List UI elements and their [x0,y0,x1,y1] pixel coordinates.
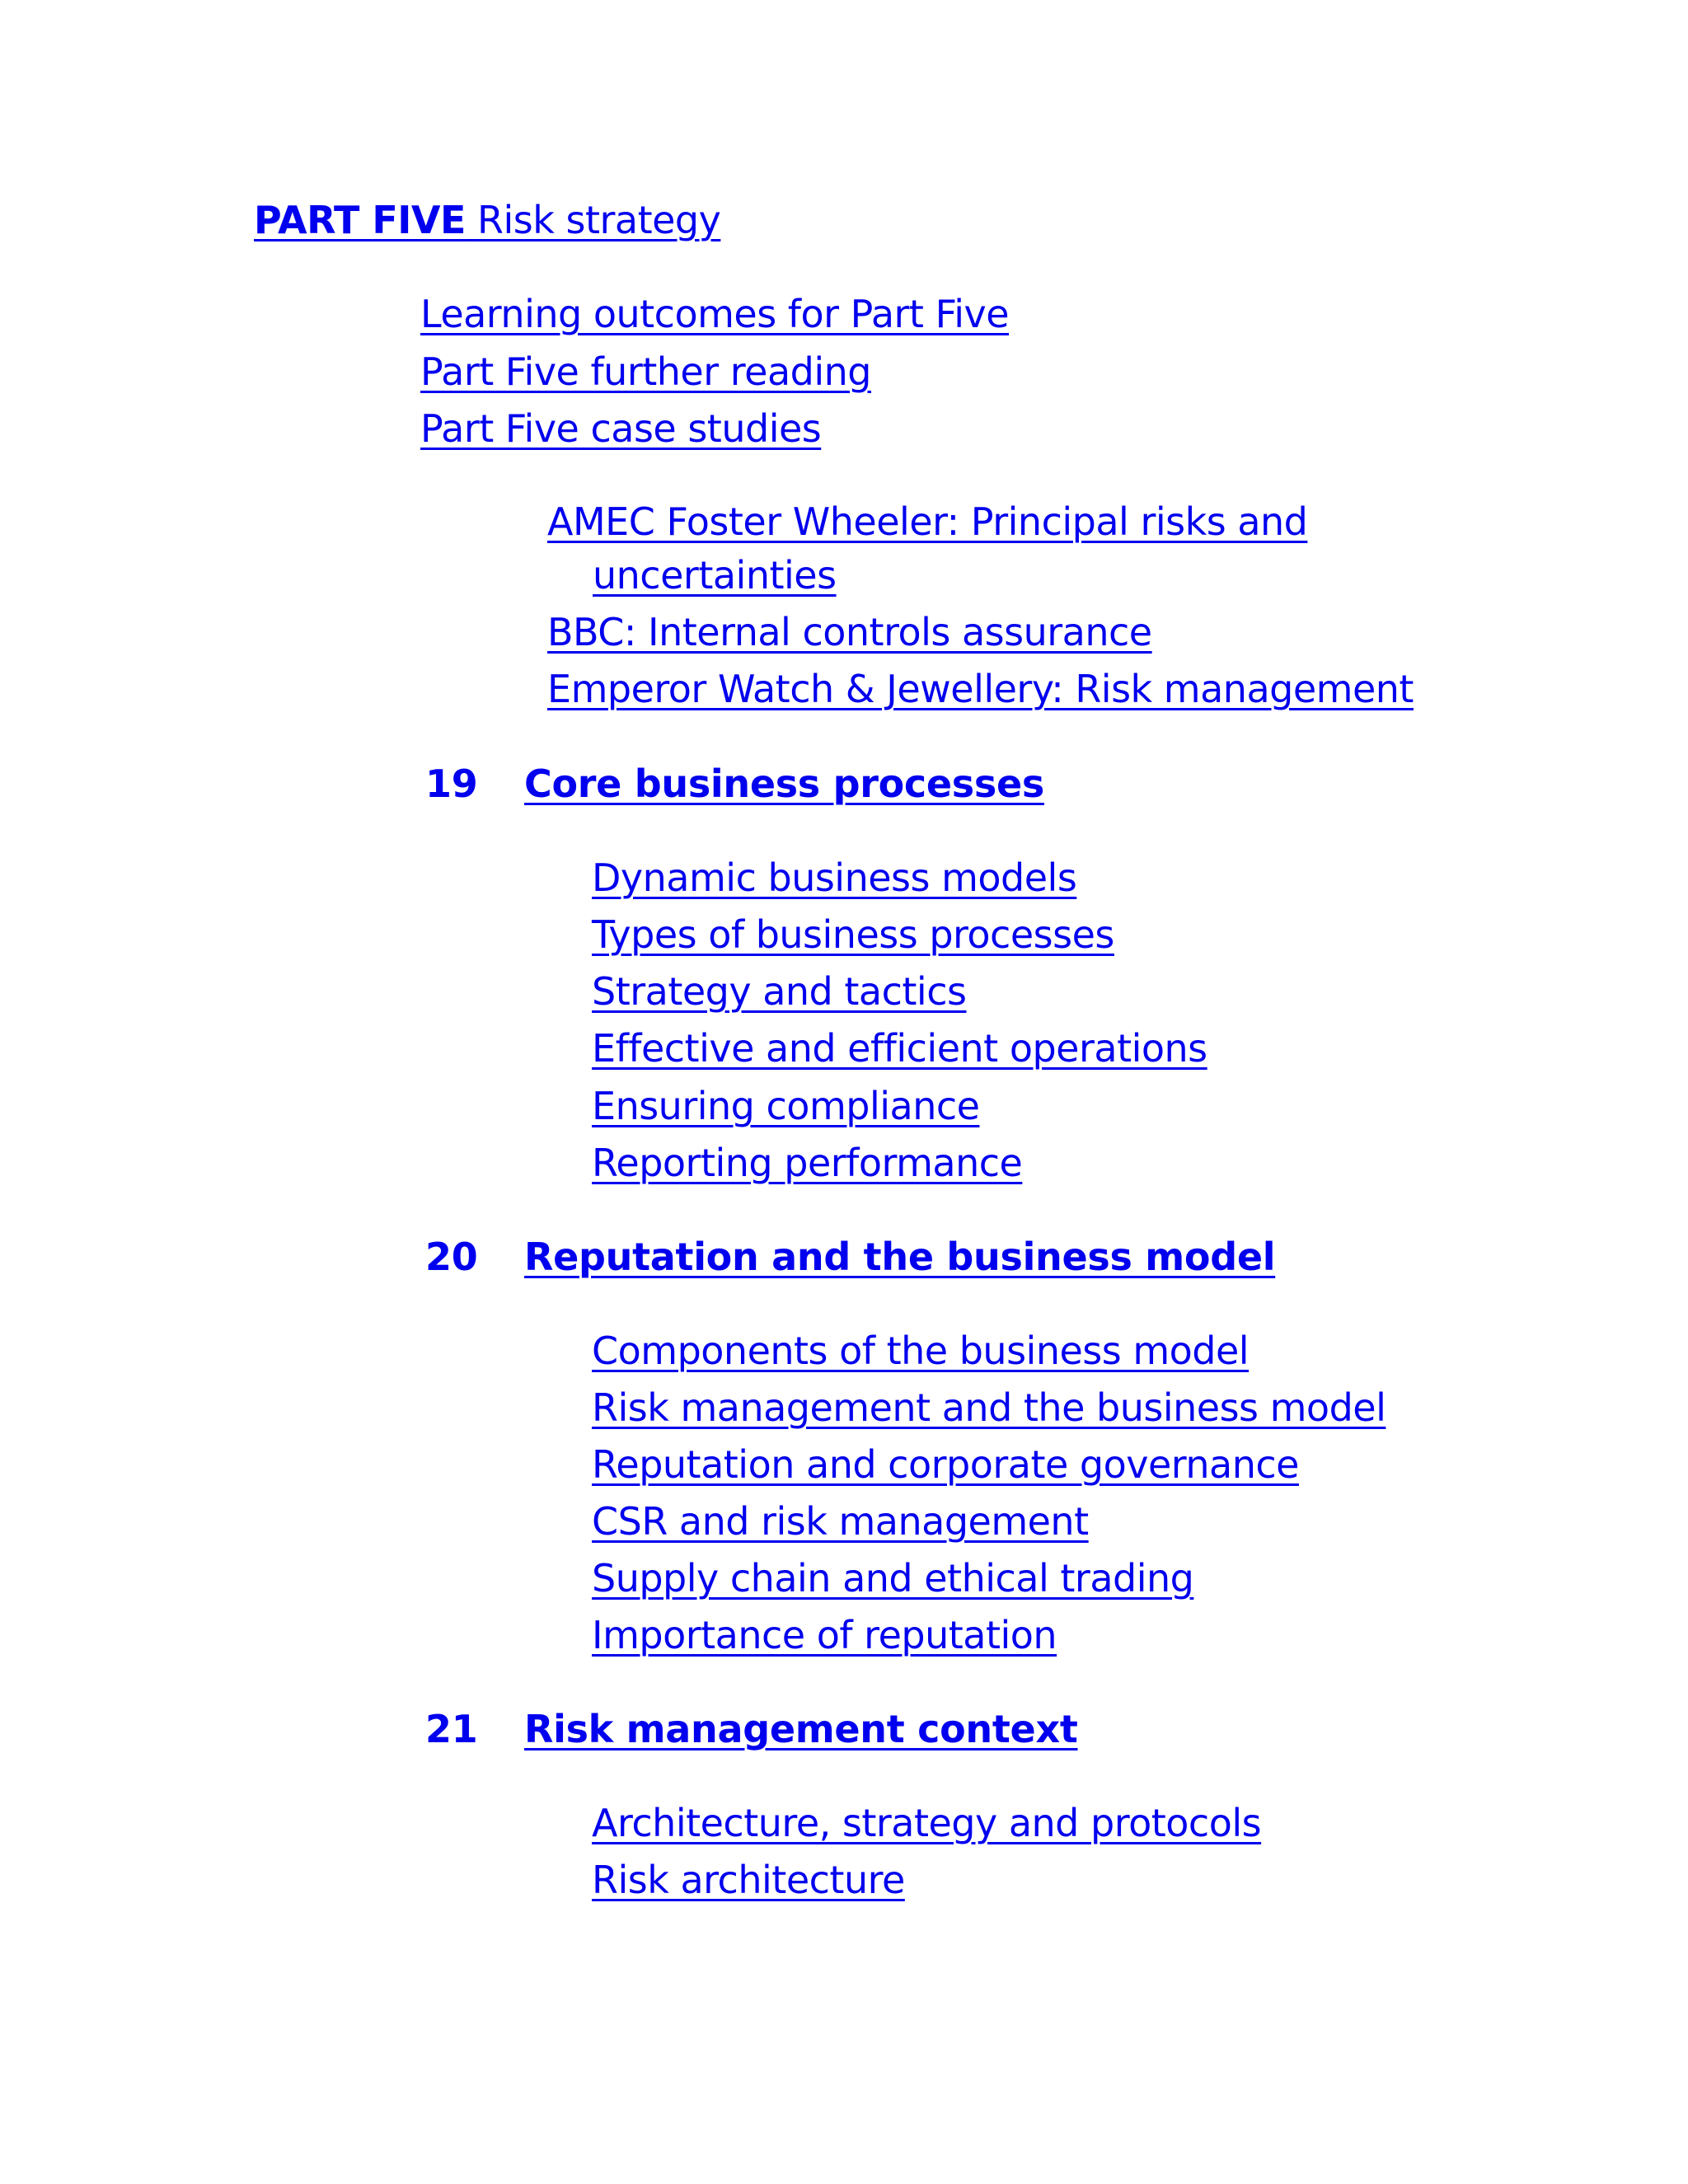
section-link[interactable]: Importance of reputation [592,1613,1057,1657]
part-five-link[interactable] [254,198,720,242]
chapter-19-link[interactable] [425,762,1044,806]
chapter-20-link[interactable] [425,1235,1275,1279]
section-link[interactable]: Strategy and tactics [592,969,967,1014]
section-link[interactable]: Effective and efficient operations [592,1026,1207,1071]
part-title: Risk strategy [465,198,721,242]
chapter-21-link[interactable] [425,1707,1078,1751]
case-amec-link-continued[interactable]: uncertainties [593,553,837,598]
section-link[interactable]: Components of the business model [592,1329,1250,1373]
section-link[interactable]: Supply chain and ethical trading [592,1556,1194,1601]
section-link[interactable]: Ensuring compliance [592,1084,980,1128]
chapter-number: 21 [425,1707,478,1751]
chapter-title: Risk management context [524,1707,1078,1751]
section-link[interactable]: Reporting performance [592,1141,1023,1185]
chapter-number: 19 [425,762,478,806]
chapter-title: Core business processes [524,762,1044,806]
section-link[interactable]: Reputation and corporate governance [592,1442,1299,1487]
case-emperor-link[interactable]: Emperor Watch & Jewellery: Risk management [547,667,1414,711]
section-link[interactable]: Risk management and the business model [592,1385,1386,1430]
part-label: PART FIVE [254,198,466,242]
case-bbc-link[interactable]: BBC: Internal controls assurance [547,610,1152,654]
chapter-title: Reputation and the business model [524,1235,1276,1279]
section-link[interactable]: CSR and risk management [592,1499,1089,1544]
case-studies-link[interactable]: Part Five case studies [420,406,822,451]
further-reading-link[interactable]: Part Five further reading [420,349,871,394]
section-link[interactable]: Risk architecture [592,1858,905,1902]
chapter-number: 20 [425,1235,478,1279]
section-link[interactable]: Architecture, strategy and protocols [592,1801,1262,1845]
section-link[interactable]: Types of business processes [592,912,1114,957]
section-link[interactable]: Dynamic business models [592,855,1077,900]
learning-outcomes-link[interactable]: Learning outcomes for Part Five [420,292,1010,336]
case-amec-link[interactable]: AMEC Foster Wheeler: Principal risks and [547,499,1308,544]
